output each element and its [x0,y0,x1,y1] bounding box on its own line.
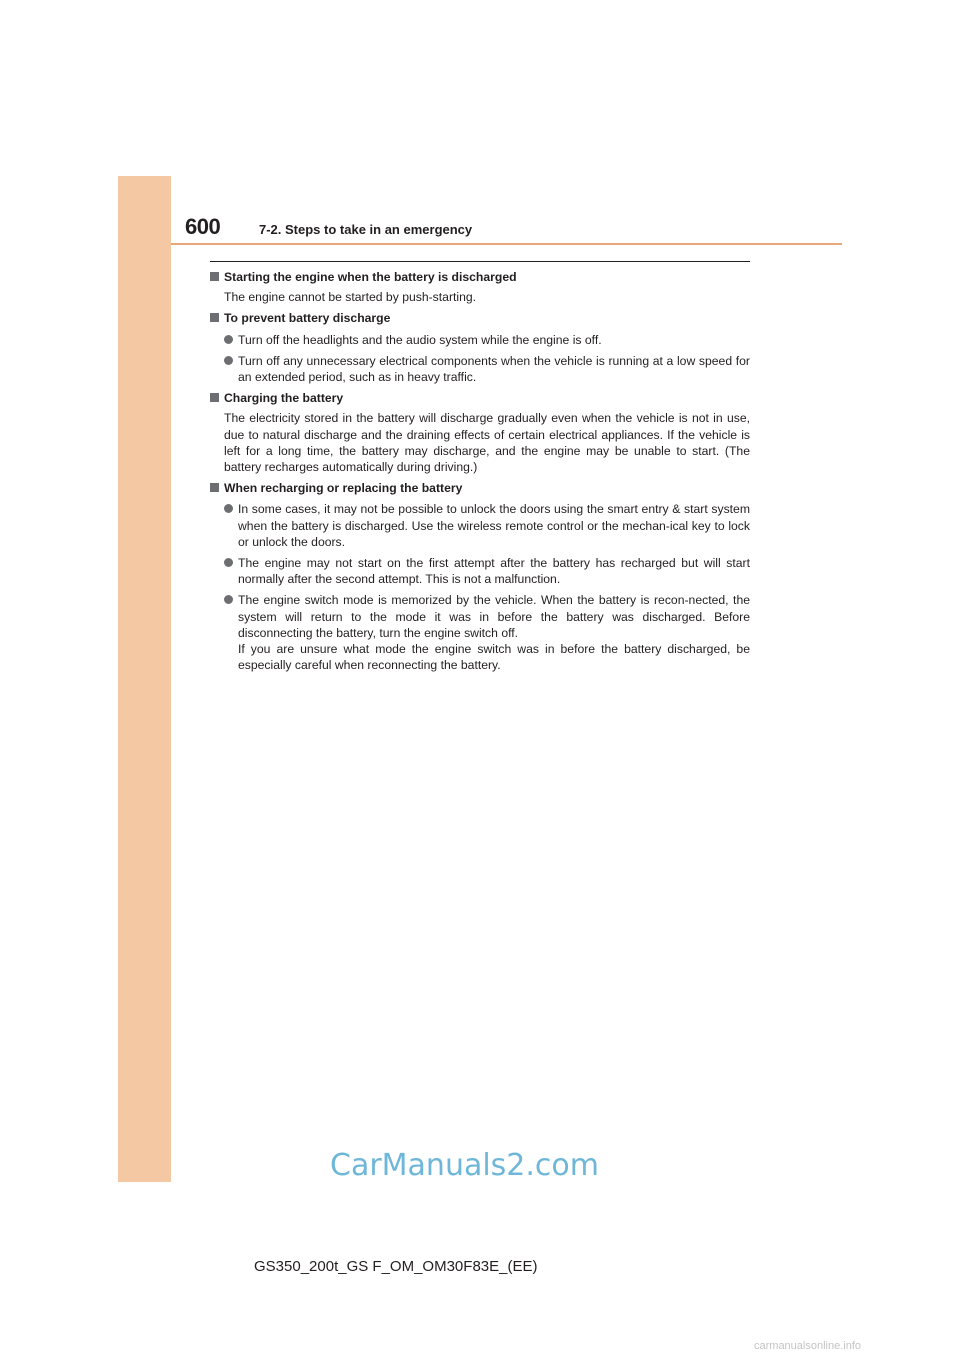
bottom-watermark[interactable]: carmanualsonline.info [754,1340,862,1352]
circle-bullet-icon [224,356,233,365]
square-bullet-icon [210,393,219,402]
section-paragraph: The engine cannot be started by push-starting. [224,290,477,305]
square-bullet-icon [210,272,219,281]
list-item [224,332,750,348]
list-item-text: The engine may not start on the first attempt after the battery has recharged but will start normally after the second attempt. This is not a malfunction. [238,556,750,587]
list-item [224,555,750,587]
section-heading [210,480,750,496]
list-item-text: Turn off any unnecessary electrical components when the vehicle is running at a low speed for an extended period, such as in heavy traffic. [238,353,750,385]
heading-text: Charging the battery [224,391,344,406]
list-item-text: The engine switch mode is memorized by the vehicle. When the battery is recon-nected, the system will return to the mode it was in before the battery was discharged. Before disconnecting the battery, turn the engine switch off. If you are unsure what mode the engine switch was in before the battery discharged, be especially careful when reconnecting the battery. [238,593,750,673]
list-item [224,501,750,550]
square-bullet-icon [210,483,219,492]
watermark-logo[interactable]: CarManuals2.com [330,1148,600,1183]
header-divider [171,243,842,245]
list-item [224,592,750,673]
section-paragraph: The electricity stored in the battery will discharge gradually even when the vehicle is not in use, due to natural discharge and the draining effects of certain electrical appliances. If the vehicle is left for a long time, the battery may discharge, and the engine may be unable to start. (The battery recharges automatically during driving.) [224,411,750,475]
list-item-text: Turn off the headlights and the audio system while the engine is off. [238,332,602,347]
content-divider [210,261,750,262]
circle-bullet-icon [224,595,233,604]
list-item [224,353,750,385]
heading-text: To prevent battery discharge [224,311,391,326]
page-content [210,269,750,673]
side-tab-band [118,176,171,1182]
list-item-text: In some cases, it may not be possible to unlock the doors using the smart entry & start system when the battery is discharged. Use the wireless remote control or the mechan-ical key to lock or unlock the doors. [238,502,750,549]
circle-bullet-icon [224,335,233,344]
heading-text: Starting the engine when the battery is discharged [224,270,517,284]
section-heading [210,269,750,285]
footer-document-code: GS350_200t_GS F_OM_OM30F83E_(EE) [254,1258,538,1275]
section-heading [210,390,750,406]
page-number: 600 [185,214,221,239]
section-title: 7-2. Steps to take in an emergency [259,222,473,237]
heading-text: When recharging or replacing the battery [224,481,463,496]
circle-bullet-icon [224,558,233,567]
section-heading [210,310,750,326]
circle-bullet-icon [224,504,233,513]
square-bullet-icon [210,313,219,322]
